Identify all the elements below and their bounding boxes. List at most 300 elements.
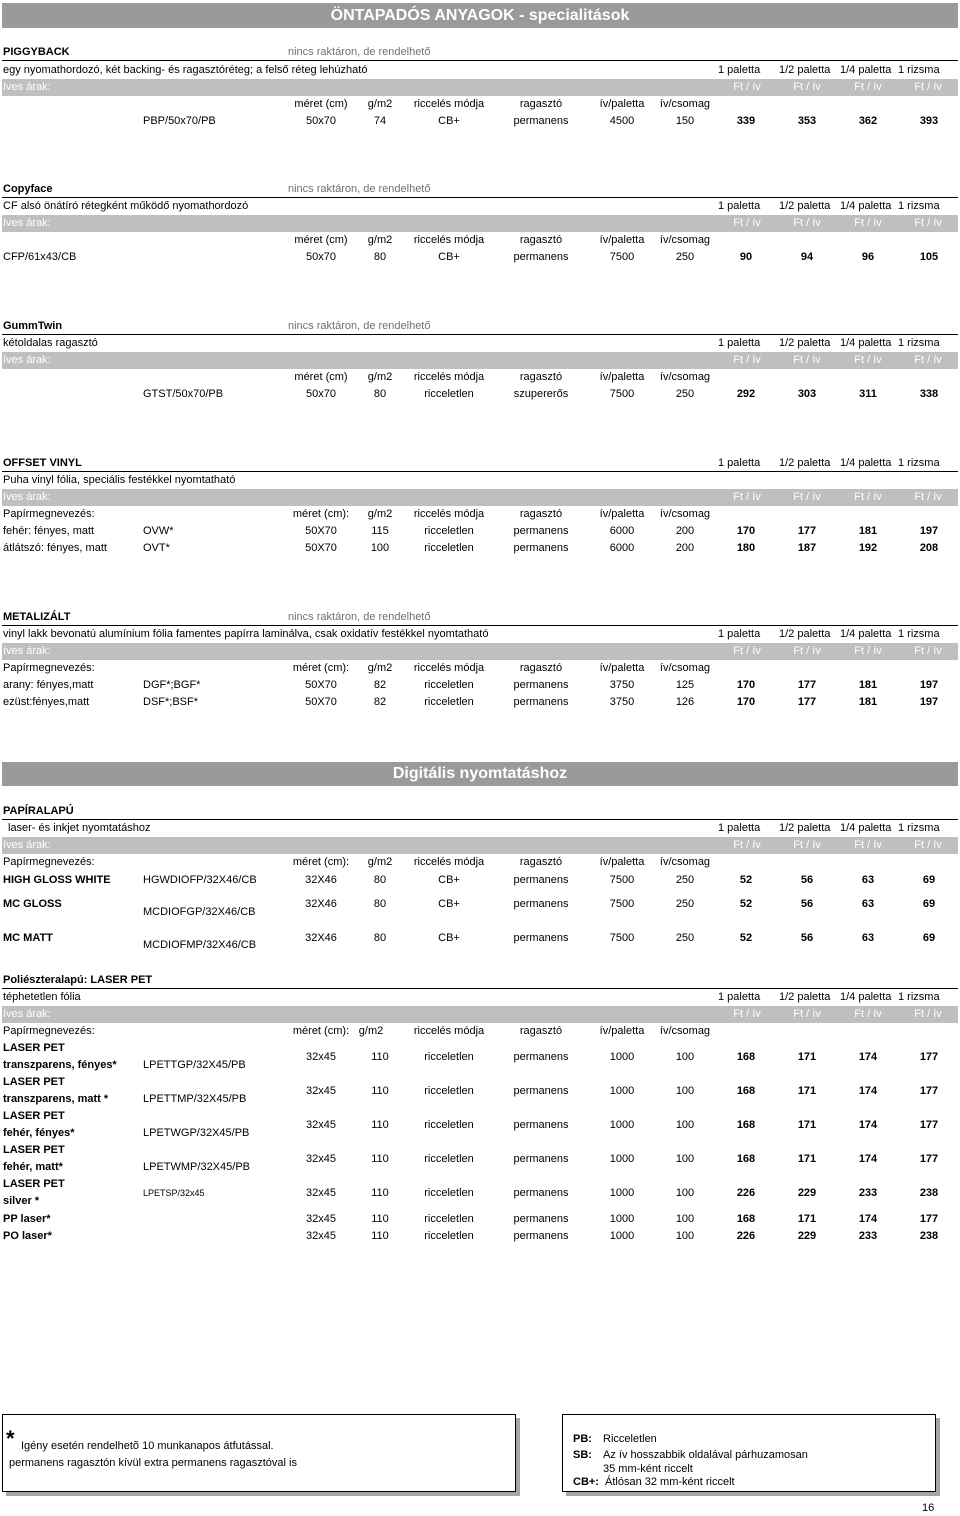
name-column-header: Papírmegnevezés: [3,508,95,520]
availability-note: nincs raktáron, de rendelhető [288,46,431,58]
price-unit: Ft / ív [793,354,821,366]
section-description: egy nyomathordozó, két backing- és ragasztóréteg; a felső réteg lehúzható [3,64,368,76]
product-name: PP laser* [3,1213,51,1225]
price-value: 311 [859,388,877,400]
legend-text: Átlósan 32 mm-ként riccelt [605,1476,735,1488]
spec-value: 7500 [609,251,635,263]
title-rule [2,334,958,335]
spec-value: 100 [370,542,390,554]
price-value: 177 [797,525,817,537]
spec-value: 80 [373,932,387,944]
spec-value: 32X46 [305,874,337,886]
price-value: 171 [797,1153,817,1165]
price-value: 105 [919,251,939,263]
spec-column-header: g/m2 [367,234,393,246]
spec-column-header: ragasztó [519,662,563,674]
price-value: 177 [797,679,817,691]
price-unit: Ft / ív [854,217,882,229]
spec-column-header: g/m2 [358,1025,384,1037]
price-unit: Ft / ív [854,645,882,657]
band-label: íves árak: [3,645,51,657]
price-band [2,352,958,369]
band-label: íves árak: [3,839,51,851]
spec-column-header: méret (cm) [294,234,348,246]
price-value: 303 [797,388,817,400]
spec-value: 110 [371,1230,389,1242]
spec-column-header: g/m2 [367,371,393,383]
spec-column-header: riccelés módja [413,234,485,246]
price-value: 174 [858,1051,878,1063]
spec-value: 100 [675,1051,695,1063]
price-column-header: 1 rizsma [898,457,940,469]
spec-value: ricceletlen [424,679,474,691]
spec-column-header: riccelés módja [413,508,485,520]
price-value: 168 [736,1085,756,1097]
spec-value: 110 [371,1187,389,1199]
product-name: silver * [3,1195,40,1207]
product-code: OVW* [143,525,174,537]
spec-value: ricceletlen [424,1153,474,1165]
price-value: 171 [797,1085,817,1097]
price-band [2,489,958,506]
price-value: 69 [922,898,936,910]
spec-value: 32x45 [306,1153,336,1165]
spec-column-header: ív/paletta [599,98,645,110]
product-code: GTST/50x70/PB [143,388,224,400]
name-column-header: Papírmegnevezés: [3,662,95,674]
product-code: HGWDIOFP/32X46/CB [143,874,257,886]
spec-value: 100 [675,1119,695,1131]
spec-value: 1000 [609,1119,635,1131]
spec-value: 110 [371,1119,389,1131]
spec-value: 115 [371,525,389,537]
product-code: LPETWMP/32X45/PB [143,1161,250,1173]
price-unit: Ft / ív [793,839,821,851]
spec-column-header: ragasztó [519,856,563,868]
price-column-header: 1 paletta [718,337,761,349]
spec-column-header: ív/paletta [599,856,645,868]
spec-value: ricceletlen [424,542,474,554]
product-name: LASER PET [3,1178,65,1190]
spec-column-header: ív/paletta [599,1025,645,1037]
section-description: kétoldalas ragasztó [3,337,98,349]
spec-value: 200 [675,542,695,554]
price-value: 69 [922,874,936,886]
spec-value: 50X70 [305,679,337,691]
price-unit: Ft / ív [914,217,942,229]
spec-value: 110 [371,1213,389,1225]
spec-value: permanens [513,1213,569,1225]
price-column-header: 1 paletta [718,457,761,469]
product-code: LPETSP/32x45 [143,1188,205,1198]
price-value: 69 [922,932,936,944]
spec-value: 200 [675,525,695,537]
spec-column-header: ív/csomag [659,662,711,674]
price-unit: Ft / ív [793,491,821,503]
price-unit: Ft / ív [793,645,821,657]
price-value: 63 [861,898,875,910]
spec-value: 1000 [609,1153,635,1165]
price-value: 168 [736,1153,756,1165]
spec-value: 4500 [609,115,635,127]
price-column-header: 1 rizsma [898,991,940,1003]
price-value: 192 [858,542,878,554]
spec-value: ricceletlen [424,1051,474,1063]
section-title: Poliészteralapú: LASER PET [3,974,153,986]
spec-value: permanens [513,1153,569,1165]
spec-value: CB+ [438,251,460,263]
spec-value: 32x45 [306,1187,336,1199]
price-unit: Ft / ív [733,217,761,229]
spec-value: ricceletlen [424,1187,474,1199]
price-unit: Ft / ív [914,1008,942,1020]
price-column-header: 1/4 paletta [840,64,892,76]
price-band [2,1006,958,1023]
price-value: 177 [919,1153,939,1165]
spec-column-header: g/m2 [367,508,393,520]
title-rule [2,625,958,626]
price-unit: Ft / ív [793,217,821,229]
spec-column-header: g/m2 [367,662,393,674]
footnote-line: permanens ragasztón kívül extra permanens ragasztóval is [9,1457,297,1469]
spec-value: 1000 [609,1230,635,1242]
price-column-header: 1/4 paletta [840,200,892,212]
spec-value: 74 [373,115,387,127]
spec-value: permanens [513,932,569,944]
spec-value: permanens [513,1085,569,1097]
price-unit: Ft / ív [854,81,882,93]
product-name: fehér, matt* [3,1161,63,1173]
spec-column-header: riccelés módja [413,856,485,868]
price-unit: Ft / ív [733,839,761,851]
price-value: 353 [797,115,817,127]
legend-box [562,1414,936,1492]
price-column-header: 1/2 paletta [779,64,831,76]
section-description: Puha vinyl fólia, speciális festékkel nyomtatható [3,474,236,486]
price-value: 197 [919,525,939,537]
spec-value: 50X70 [305,696,337,708]
price-column-header: 1/2 paletta [779,991,831,1003]
section-title: Copyface [3,183,53,195]
price-value: 187 [797,542,817,554]
spec-column-header: ív/paletta [599,371,645,383]
product-name: MC GLOSS [3,898,62,910]
spec-column-header: ív/csomag [659,856,711,868]
availability-note: nincs raktáron, de rendelhető [288,183,431,195]
product-name: MC MATT [3,932,53,944]
price-value: 52 [739,932,753,944]
price-unit: Ft / ív [914,491,942,503]
product-code: LPETWGP/32X45/PB [143,1127,250,1139]
spec-value: permanens [513,874,569,886]
spec-value: 32x45 [306,1051,336,1063]
price-value: 177 [919,1213,939,1225]
spec-value: 82 [373,679,387,691]
digital-title-bar [2,762,958,786]
price-column-header: 1 rizsma [898,200,940,212]
price-value: 181 [858,696,878,708]
price-value: 63 [861,932,875,944]
spec-value: 110 [371,1153,389,1165]
product-name: átlátszó: fényes, matt [3,542,107,554]
price-unit: Ft / ív [793,1008,821,1020]
price-value: 226 [736,1187,756,1199]
price-band [2,79,958,96]
price-value: 168 [736,1213,756,1225]
price-column-header: 1 paletta [718,991,761,1003]
legend-text: Ricceletlen [603,1433,657,1445]
spec-value: permanens [513,696,569,708]
name-column-header: Papírmegnevezés: [3,1025,95,1037]
price-column-header: 1/4 paletta [840,991,892,1003]
price-column-header: 1/4 paletta [840,628,892,640]
price-value: 90 [739,251,753,263]
spec-value: permanens [513,679,569,691]
price-value: 197 [919,679,939,691]
digital-section-title: Digitális nyomtatáshoz [392,765,568,782]
product-name: transzparens, matt * [3,1093,109,1105]
spec-value: szupererős [513,388,569,400]
spec-value: 50x70 [306,251,336,263]
title-rule [2,197,958,198]
footnote-box [2,1414,516,1492]
spec-column-header: riccelés módja [413,1025,485,1037]
spec-column-header: ív/paletta [599,662,645,674]
price-unit: Ft / ív [914,839,942,851]
price-unit: Ft / ív [733,645,761,657]
page-number: 16 [922,1502,935,1514]
price-column-header: 1 rizsma [898,64,940,76]
price-value: 238 [919,1230,939,1242]
spec-value: permanens [513,115,569,127]
price-value: 339 [736,115,756,127]
footnote-line: Igény esetén rendelhetõ 10 munkanapos átfutással. [21,1440,274,1452]
price-column-header: 1 paletta [718,628,761,640]
section-title: METALIZÁLT [3,611,71,623]
price-value: 168 [736,1119,756,1131]
product-code: CFP/61x43/CB [3,251,77,263]
price-value: 174 [858,1153,878,1165]
price-value: 177 [919,1085,939,1097]
product-code: MCDIOFMP/32X46/CB [143,939,257,951]
price-value: 208 [919,542,939,554]
spec-column-header: ragasztó [519,98,563,110]
spec-value: 250 [675,932,695,944]
price-unit: Ft / ív [733,1008,761,1020]
price-band [2,215,958,232]
title-rule [2,60,958,61]
price-value: 174 [858,1085,878,1097]
spec-column-header: méret (cm): [292,508,350,520]
price-value: 197 [919,696,939,708]
spec-column-header: ív/paletta [599,234,645,246]
price-value: 338 [919,388,939,400]
spec-column-header: ív/csomag [659,1025,711,1037]
name-column-header: Papírmegnevezés: [3,856,95,868]
price-unit: Ft / ív [914,354,942,366]
product-name: fehér: fényes, matt [3,525,95,537]
spec-value: 100 [675,1085,695,1097]
product-code: PBP/50x70/PB [143,115,216,127]
spec-value: 110 [371,1051,389,1063]
spec-value: 7500 [609,898,635,910]
spec-value: CB+ [438,932,460,944]
price-value: 226 [736,1230,756,1242]
price-column-header: 1/4 paletta [840,822,892,834]
price-value: 229 [797,1230,817,1242]
product-name: fehér, fényes* [3,1127,75,1139]
spec-value: CB+ [438,874,460,886]
spec-value: 1000 [609,1051,635,1063]
spec-value: 250 [675,874,695,886]
price-column-header: 1 rizsma [898,628,940,640]
price-unit: Ft / ív [854,1008,882,1020]
price-value: 292 [736,388,756,400]
spec-value: 3750 [609,696,635,708]
product-code: OVT* [143,542,170,554]
price-band [2,837,958,854]
page-title: ÖNTAPADÓS ANYAGOK - specialitások [330,7,630,24]
price-unit: Ft / ív [793,81,821,93]
title-rule [2,988,958,989]
spec-value: 32x45 [306,1213,336,1225]
section-title: GummTwin [3,320,63,332]
spec-column-header: riccelés módja [413,662,485,674]
product-name: LASER PET [3,1076,65,1088]
spec-column-header: riccelés módja [413,371,485,383]
spec-value: CB+ [438,898,460,910]
product-name: ezüst:fényes,matt [3,696,90,708]
price-value: 52 [739,898,753,910]
price-unit: Ft / ív [854,354,882,366]
section-title: PIGGYBACK [3,46,70,58]
spec-column-header: ív/csomag [659,234,711,246]
section-description: téphetetlen fólia [3,991,81,1003]
price-column-header: 1/2 paletta [779,457,831,469]
legend-key: SB: [573,1449,592,1461]
spec-value: 32X46 [305,932,337,944]
spec-value: 250 [675,388,695,400]
availability-note: nincs raktáron, de rendelhető [288,611,431,623]
availability-note: nincs raktáron, de rendelhető [288,320,431,332]
product-code: MCDIOFGP/32X46/CB [143,906,256,918]
price-column-header: 1 rizsma [898,822,940,834]
spec-value: 80 [373,898,387,910]
band-label: íves árak: [3,81,51,93]
spec-value: 50X70 [305,542,337,554]
spec-value: permanens [513,542,569,554]
product-code: LPETTGP/32X45/PB [143,1059,246,1071]
spec-value: 110 [371,1085,389,1097]
price-value: 181 [858,679,878,691]
price-unit: Ft / ív [733,81,761,93]
spec-column-header: méret (cm): [292,1025,350,1037]
price-value: 96 [861,251,875,263]
price-unit: Ft / ív [733,491,761,503]
spec-value: 80 [373,388,387,400]
spec-value: 50x70 [306,388,336,400]
spec-value: 50X70 [305,525,337,537]
price-unit: Ft / ív [733,354,761,366]
price-column-header: 1 paletta [718,200,761,212]
spec-value: ricceletlen [424,696,474,708]
spec-value: 100 [675,1153,695,1165]
price-value: 56 [800,874,814,886]
spec-value: 250 [675,898,695,910]
spec-value: 50x70 [306,115,336,127]
spec-column-header: méret (cm): [292,662,350,674]
spec-value: permanens [513,1230,569,1242]
spec-value: 82 [373,696,387,708]
spec-column-header: ív/csomag [659,98,711,110]
price-value: 238 [919,1187,939,1199]
spec-value: ricceletlen [424,1213,474,1225]
price-value: 233 [858,1187,878,1199]
spec-column-header: méret (cm): [292,856,350,868]
spec-value: 6000 [609,542,635,554]
spec-value: 7500 [609,874,635,886]
price-column-header: 1 rizsma [898,337,940,349]
section-description: CF alsó önátíró rétegként működő nyomathordozó [3,200,249,212]
spec-value: permanens [513,525,569,537]
price-value: 171 [797,1213,817,1225]
section-description: laser- és inkjet nyomtatáshoz [8,822,151,834]
spec-column-header: ragasztó [519,234,563,246]
spec-value: ricceletlen [424,1119,474,1131]
spec-value: 100 [675,1213,695,1225]
spec-value: 32X46 [305,898,337,910]
spec-column-header: méret (cm) [294,371,348,383]
spec-value: 7500 [609,388,635,400]
price-value: 52 [739,874,753,886]
spec-column-header: ragasztó [519,371,563,383]
spec-value: permanens [513,1119,569,1131]
legend-key: CB+: [573,1476,599,1488]
price-value: 170 [736,679,756,691]
price-value: 229 [797,1187,817,1199]
product-name: arany: fényes,matt [3,679,94,691]
price-column-header: 1/4 paletta [840,337,892,349]
section-title: OFFSET VINYL [3,457,82,469]
spec-value: CB+ [438,115,460,127]
price-value: 177 [919,1119,939,1131]
spec-value: 125 [675,679,695,691]
spec-value: permanens [513,1187,569,1199]
spec-value: 7500 [609,932,635,944]
price-value: 94 [800,251,814,263]
spec-value: permanens [513,1051,569,1063]
product-name: LASER PET [3,1042,65,1054]
spec-column-header: méret (cm) [294,98,348,110]
spec-value: permanens [513,898,569,910]
spec-value: 80 [373,874,387,886]
asterisk-mark: * [6,1426,15,1451]
spec-value: 1000 [609,1213,635,1225]
product-code: DGF*;BGF* [143,679,201,691]
product-code: LPETTMP/32X45/PB [143,1093,247,1105]
price-value: 56 [800,898,814,910]
spec-value: 3750 [609,679,635,691]
price-column-header: 1/2 paletta [779,822,831,834]
section-title: PAPÍRALAPÚ [3,805,74,817]
price-value: 171 [797,1051,817,1063]
price-value: 177 [919,1051,939,1063]
spec-column-header: ragasztó [519,1025,563,1037]
product-name: HIGH GLOSS WHITE [3,874,111,886]
spec-value: ricceletlen [424,1085,474,1097]
legend-text: Az ív hosszabbik oldalával párhuzamosan [603,1449,808,1461]
spec-value: permanens [513,251,569,263]
